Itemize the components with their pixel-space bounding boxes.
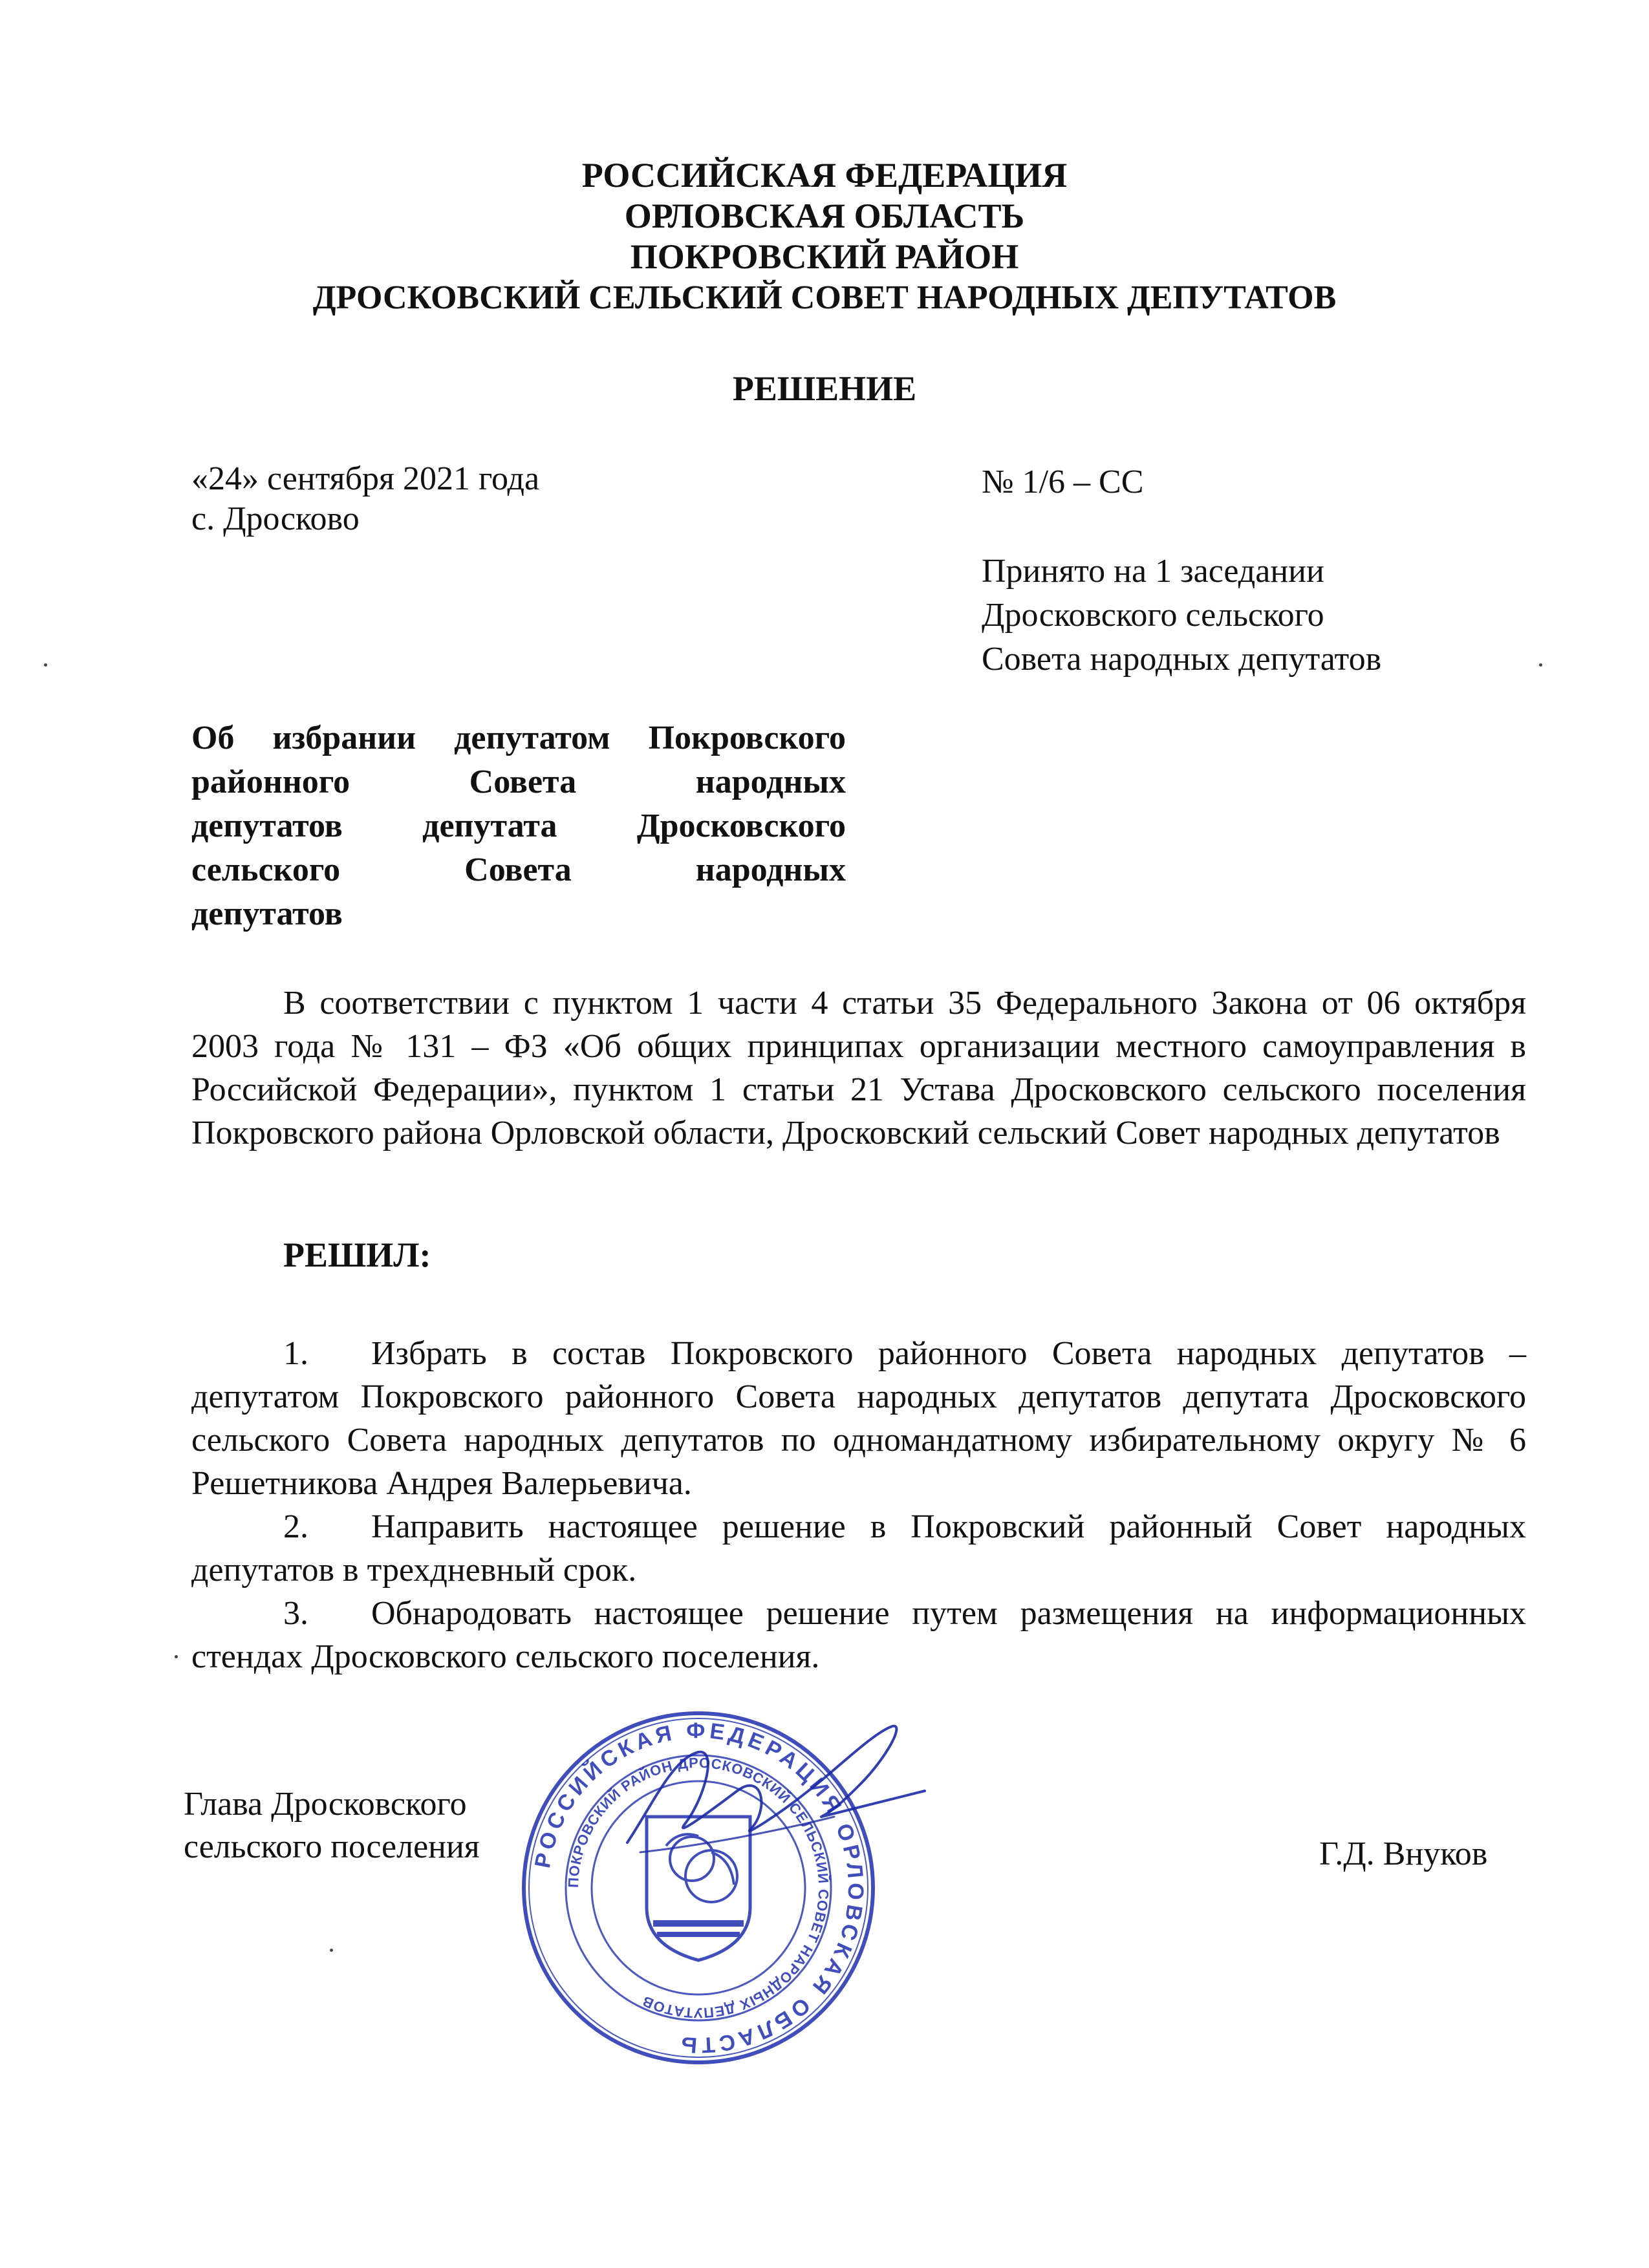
preamble-paragraph: В соответствии с пунктом 1 части 4 статьи 35 Федерального Закона от 06 октября 2003 года № 131 – ФЗ «Об общих принципах организации местного самоуправления в Российской Федерации», пунктом 1 статьи 21 Устава Дросковского сельского поселения Покровского района Орловской области, Дросковский сельский Совет народных депутатов: [191, 985, 1526, 1151]
subject-line: Об избрании депутатом Покровского: [191, 720, 846, 756]
signatory-name: Г.Д. Внуков: [1319, 1835, 1488, 1872]
signatory-title-line: Глава Дросковского: [184, 1786, 467, 1823]
resolution-item: [191, 1592, 1526, 1678]
seal-outer-text: РОССИЙСКАЯ ФЕДЕРАЦИЯ ОРЛОВСКАЯ ОБЛАСТЬ: [530, 1718, 868, 2058]
header-district: ПОКРОВСКИЙ РАЙОН: [630, 237, 1019, 276]
scan-speck: [175, 1655, 178, 1658]
resolved-heading: РЕШИЛ:: [283, 1236, 431, 1274]
document-subject: [191, 716, 846, 936]
adoption-line: Совета народных депутатов: [982, 641, 1382, 678]
subject-line: районного Совета народных: [191, 764, 846, 800]
header-council: ДРОСКОВСКИЙ СЕЛЬСКИЙ СОВЕТ НАРОДНЫХ ДЕПУТАТОВ: [312, 279, 1337, 316]
document-date: «24» сентября 2021 года: [191, 460, 540, 497]
scan-speck: [1539, 663, 1542, 667]
header-country: РОССИЙСКАЯ ФЕДЕРАЦИЯ: [581, 156, 1068, 195]
document-number: № 1/6 – СС: [982, 464, 1144, 500]
handwritten-signature: [601, 1713, 938, 1868]
signatory-title-line: сельского поселения: [184, 1828, 480, 1865]
resolution-items: [191, 1332, 1526, 1678]
header-region: ОРЛОВСКАЯ ОБЛАСТЬ: [624, 197, 1025, 235]
subject-line: депутатов депутата Дросковского: [191, 808, 846, 844]
scan-speck: [44, 663, 47, 667]
subject-line: депутатов: [191, 895, 343, 932]
item-number: 1.: [283, 1335, 308, 1372]
item-text: Направить настоящее решение в Покровский районный Совет народных депутатов в трехдневный срок.: [191, 1508, 1526, 1589]
document-place: с. Дросково: [191, 500, 360, 537]
document-type: РЕШЕНИЕ: [732, 369, 917, 408]
item-number: 3.: [283, 1595, 308, 1632]
resolution-item: [191, 1505, 1526, 1592]
item-text: Обнародовать настоящее решение путем размещения на информационных стендах Дросковского сельского поселения.: [191, 1595, 1526, 1675]
scan-speck: [330, 1949, 333, 1952]
adoption-line: Принято на 1 заседании: [982, 553, 1324, 590]
resolution-item: [191, 1332, 1526, 1505]
seal-inner-text: ПОКРОВСКИЙ РАЙОН ДРОСКОВСКИЙ СЕЛЬСКИЙ СОВЕТ НАРОДНЫХ ДЕПУТАТОВ: [565, 1754, 832, 2022]
date-place-block: [191, 459, 539, 539]
document-header: [0, 155, 1649, 318]
subject-line: сельского Совета народных: [191, 851, 846, 888]
item-text: Избрать в состав Покровского районного Совета народных депутатов – депутатом Покровского районного Совета народных депутатов депутата Дросковского сельского Совета народных депутатов по одномандатному избирательному округу № 6 Решетникова Андрея Валерьевича.: [191, 1335, 1526, 1502]
signatory-title: [184, 1783, 480, 1868]
adoption-line: Дросковского сельского: [982, 597, 1324, 634]
item-number: 2.: [283, 1508, 308, 1545]
adoption-note: [982, 550, 1381, 681]
